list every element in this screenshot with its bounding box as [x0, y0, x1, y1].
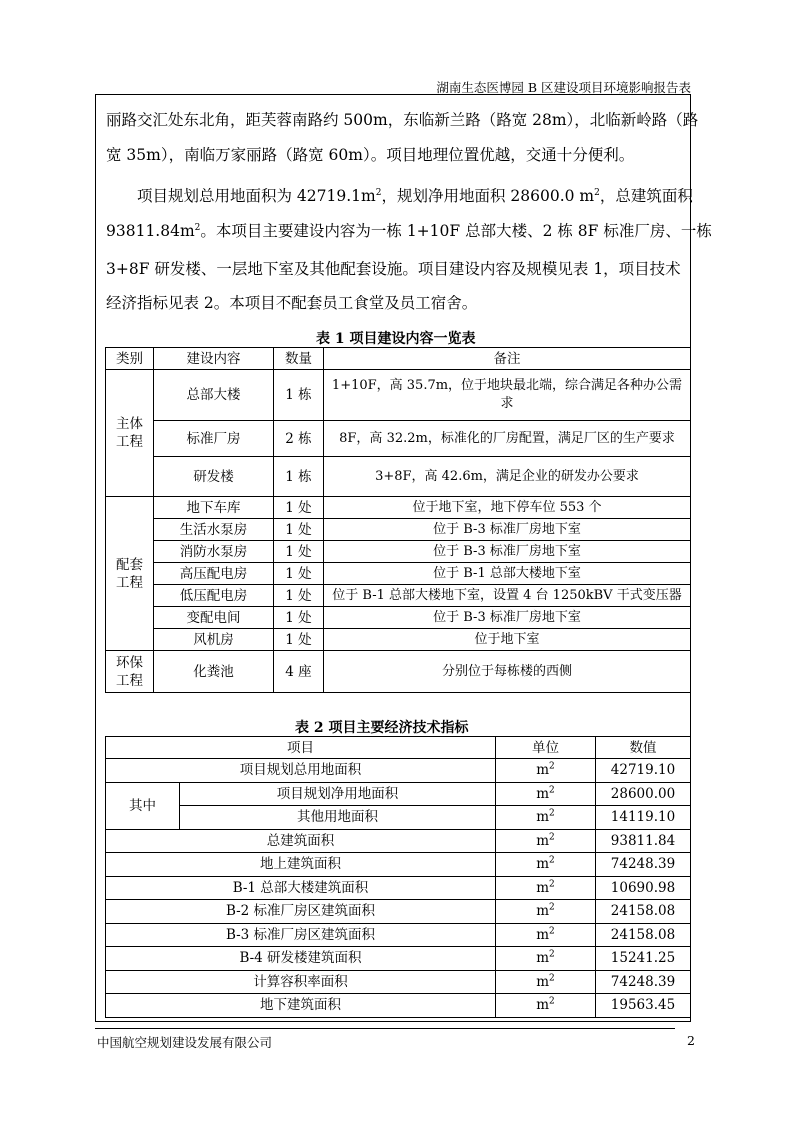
- table1-qty-cell: 1 栋: [274, 370, 324, 421]
- table1-row: [106, 607, 691, 629]
- table2-value-cell: 93811.84: [596, 829, 691, 853]
- table1-note-cell: 8F，高 32.2m，标准化的厂房配置，满足厂区的生产要求: [324, 421, 691, 457]
- table1-row: [106, 370, 691, 421]
- table2-name-cell: 地下建筑面积: [106, 994, 496, 1018]
- footer-company: 中国航空规划建设发展有限公司: [97, 1035, 273, 1050]
- table2-value-cell: 42719.10: [596, 759, 691, 783]
- table2-name-cell: B-4 研发楼建筑面积: [106, 947, 496, 971]
- table1-note-cell: 分别位于每栋楼的西侧: [324, 651, 691, 693]
- table2-value-cell: 24158.08: [596, 923, 691, 947]
- table1-qty-cell: 1 处: [274, 519, 324, 541]
- body-line-6: 经济指标见表 2。本项目不配套员工食堂及员工宿舍。: [106, 294, 478, 312]
- table2-name-cell: 总建筑面积: [106, 829, 496, 853]
- table1-item-cell: 消防水泵房: [154, 541, 274, 563]
- table2-value-cell: 10690.98: [596, 876, 691, 900]
- body-line-1: 丽路交汇处东北角，距芙蓉南路约 500m，东临新兰路（路宽 28m），北临新岭路（路: [106, 111, 699, 129]
- table1-row: [106, 457, 691, 497]
- table1-note-cell: 1+10F，高 35.7m，位于地块最北端，综合满足各种办公需求: [324, 370, 691, 421]
- table2-unit-cell: $m^2$: [496, 923, 596, 947]
- table2-group-cell: 其中: [106, 782, 180, 829]
- table1-note-cell: 位于 B-1 总部大楼地下室，设置 4 台 1250kBV 干式变压器: [324, 585, 691, 607]
- table1-qty-cell: 1 栋: [274, 457, 324, 497]
- table1-note-cell: 位于地下室，地下停车位 553 个: [324, 497, 691, 519]
- table2-caption: 表 2 项目主要经济技术指标: [295, 720, 469, 736]
- table1-item-cell: 生活水泵房: [154, 519, 274, 541]
- table1-category-cell: 环保工程: [106, 651, 154, 693]
- table1-qty-cell: 1 处: [274, 541, 324, 563]
- table2-name-cell: 地上建筑面积: [106, 853, 496, 877]
- table1-row: [106, 563, 691, 585]
- table1-note-cell: 位于 B-3 标准厂房地下室: [324, 607, 691, 629]
- table2-name-cell: 其他用地面积: [180, 806, 496, 830]
- table2: [105, 736, 691, 1018]
- table1-item-cell: 高压配电房: [154, 563, 274, 585]
- table1-qty-cell: 1 处: [274, 585, 324, 607]
- table2-name-cell: 计算容积率面积: [106, 970, 496, 994]
- table1-qty-cell: 1 处: [274, 497, 324, 519]
- table1-row: [106, 585, 691, 607]
- table2-value-cell: 14119.10: [596, 806, 691, 830]
- table1-qty-cell: 1 处: [274, 629, 324, 651]
- table1-qty-cell: 2 栋: [274, 421, 324, 457]
- table2-header-row: [106, 737, 691, 759]
- table2-value-cell: 19563.45: [596, 994, 691, 1018]
- table1-row: [106, 651, 691, 693]
- table2-value-cell: 74248.39: [596, 970, 691, 994]
- table1-item-cell: 低压配电房: [154, 585, 274, 607]
- table2-row: [106, 806, 691, 830]
- table1: [105, 347, 691, 693]
- table2-value-cell: 15241.25: [596, 947, 691, 971]
- table1-header-cell: 类别: [106, 348, 154, 370]
- table2-header-cell: 项目: [106, 737, 496, 759]
- table1-note-cell: 3+8F，高 42.6m，满足企业的研发办公要求: [324, 457, 691, 497]
- table1-row: [106, 497, 691, 519]
- table2-row: [106, 947, 691, 971]
- table2-row: [106, 900, 691, 924]
- table1-note-cell: 位于地下室: [324, 629, 691, 651]
- table1-qty-cell: 1 处: [274, 563, 324, 585]
- table2-row: [106, 829, 691, 853]
- table2-unit-cell: $m^2$: [496, 806, 596, 830]
- table2-unit-cell: $m^2$: [496, 947, 596, 971]
- table2-unit-cell: $m^2$: [496, 759, 596, 783]
- table2-row: [106, 759, 691, 783]
- table2-row: [106, 876, 691, 900]
- table2-unit-cell: $m^2$: [496, 853, 596, 877]
- body-line-5: 3+8F 研发楼、一层地下室及其他配套设施。项目建设内容及规模见表 1，项目技术: [106, 260, 681, 278]
- table2-unit-cell: $m^2$: [496, 970, 596, 994]
- table1-item-cell: 风机房: [154, 629, 274, 651]
- table2-header-cell: 数值: [596, 737, 691, 759]
- table1-header-cell: 备注: [324, 348, 691, 370]
- table2-row: [106, 970, 691, 994]
- table1-note-cell: 位于 B-3 标准厂房地下室: [324, 519, 691, 541]
- body-line-2: 宽 35m），南临万家丽路（路宽 60m）。项目地理位置优越，交通十分便利。: [106, 146, 635, 164]
- table2-unit-cell: $m^2$: [496, 782, 596, 806]
- table1-caption: 表 1 项目建设内容一览表: [316, 331, 476, 347]
- table2-row: [106, 994, 691, 1018]
- table2-name-cell: 项目规划总用地面积: [106, 759, 496, 783]
- table2-name-cell: B-3 标准厂房区建筑面积: [106, 923, 496, 947]
- table2-unit-cell: $m^2$: [496, 829, 596, 853]
- table1-item-cell: 地下车库: [154, 497, 274, 519]
- table1-row: [106, 421, 691, 457]
- table2-name-cell: B-2 标准厂房区建筑面积: [106, 900, 496, 924]
- table2-value-cell: 74248.39: [596, 853, 691, 877]
- table1-qty-cell: 4 座: [274, 651, 324, 693]
- table1-category-cell: 配套工程: [106, 497, 154, 651]
- table1-header-row: [106, 348, 691, 370]
- table1-header-cell: 建设内容: [154, 348, 274, 370]
- table2-unit-cell: $m^2$: [496, 876, 596, 900]
- table2-header-cell: 单位: [496, 737, 596, 759]
- table2-row: [106, 782, 691, 806]
- table1-item-cell: 标准厂房: [154, 421, 274, 457]
- table1-item-cell: 变配电间: [154, 607, 274, 629]
- table1-row: [106, 629, 691, 651]
- table1-header-cell: 数量: [274, 348, 324, 370]
- table2-name-cell: 项目规划净用地面积: [180, 782, 496, 806]
- table1-row: [106, 519, 691, 541]
- table1-category-cell: 主体工程: [106, 370, 154, 497]
- page-number: 2: [687, 1033, 695, 1048]
- table2-value-cell: 28600.00: [596, 782, 691, 806]
- table2-name-cell: B-1 总部大楼建筑面积: [106, 876, 496, 900]
- table1-item-cell: 总部大楼: [154, 370, 274, 421]
- table1-qty-cell: 1 处: [274, 607, 324, 629]
- body-line-3: 项目规划总用地面积为 $42719.1m^2$，规划净用地面积 28600.0 $m^2$，总建筑面积: [137, 187, 693, 205]
- table1-row: [106, 541, 691, 563]
- table1-note-cell: 位于 B-3 标准厂房地下室: [324, 541, 691, 563]
- footer-rule: [95, 1028, 675, 1029]
- table1-item-cell: 研发楼: [154, 457, 274, 497]
- table2-row: [106, 923, 691, 947]
- page-header: 湖南生态医博园 B 区建设项目环境影响报告表: [436, 80, 691, 95]
- table2-value-cell: 24158.08: [596, 900, 691, 924]
- table2-row: [106, 853, 691, 877]
- table1-item-cell: 化粪池: [154, 651, 274, 693]
- body-line-4: $93811.84m^2$。本项目主要建设内容为一栋 1+10F 总部大楼、2 栋 8F 标准厂房、一栋: [106, 222, 712, 240]
- table2-unit-cell: $m^2$: [496, 994, 596, 1018]
- table1-note-cell: 位于 B-1 总部大楼地下室: [324, 563, 691, 585]
- table2-unit-cell: $m^2$: [496, 900, 596, 924]
